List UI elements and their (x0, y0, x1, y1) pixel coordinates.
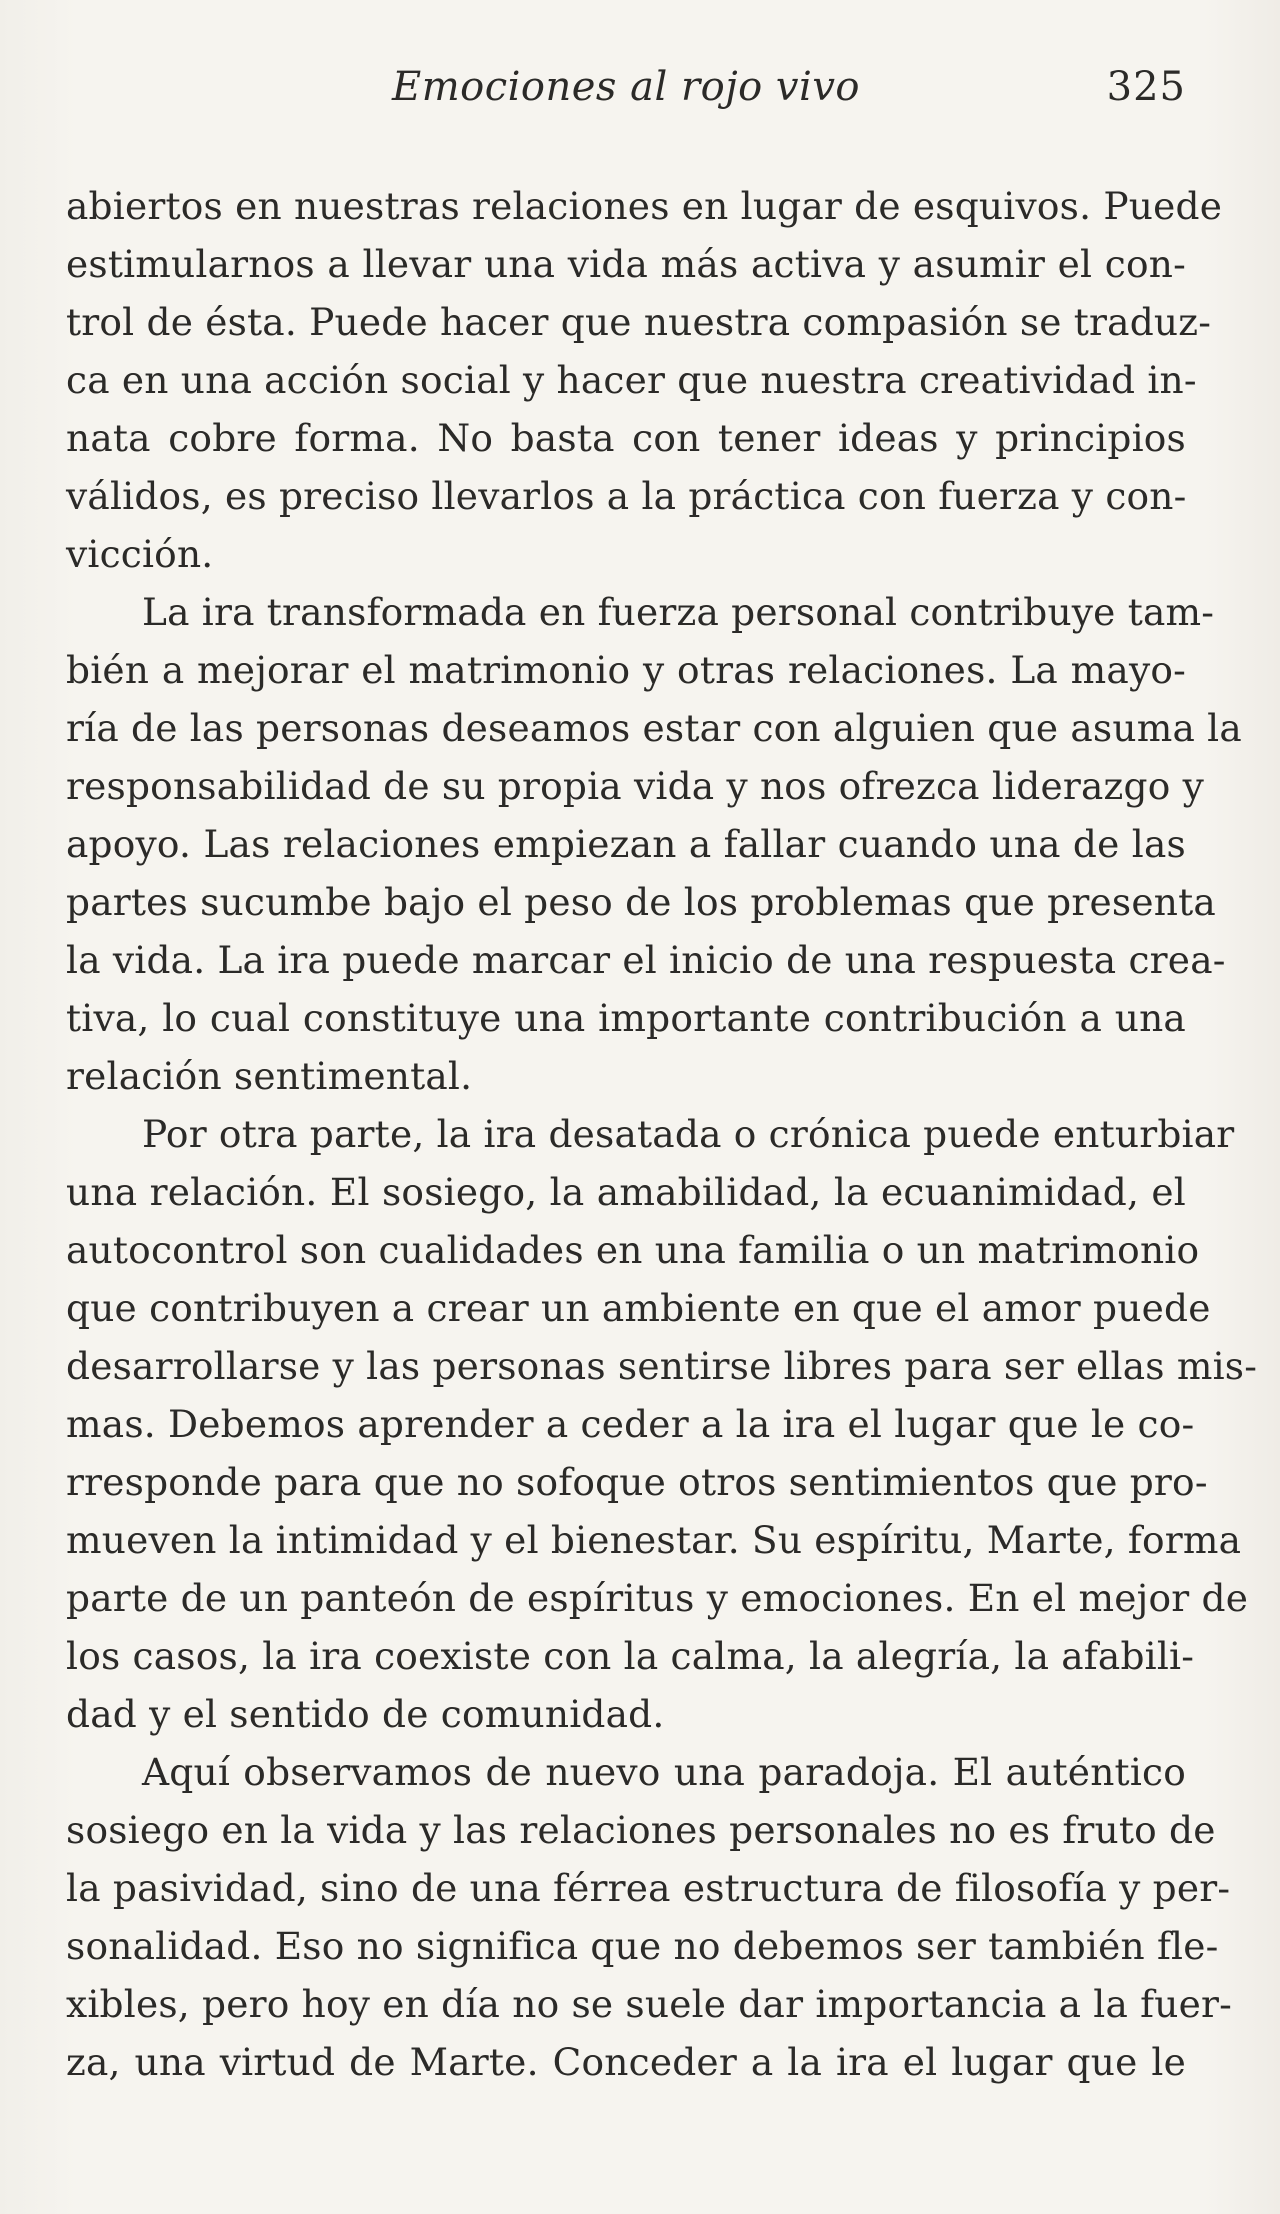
text-line: mas. Debemos aprender a ceder a la ira el lugar que le co- (66, 1402, 1195, 1446)
text-line: sosiego en la vida y las relaciones personales no es fruto de (66, 1808, 1216, 1852)
body-text (66, 177, 1258, 2091)
text-line: los casos, la ira coexiste con la calma, la alegría, la afabili- (66, 1634, 1195, 1678)
text-line: una relación. El sosiego, la amabilidad, la ecuanimidad, el (66, 1170, 1186, 1214)
text-line: tiva, lo cual constituye una importante contribución a una (66, 996, 1186, 1040)
text-line: nata cobre forma. No basta con tener ideas y principios (66, 416, 1186, 460)
text-line: que contribuyen a crear un ambiente en que el amor puede (66, 1286, 1211, 1330)
text-line: Aquí observamos de nuevo una paradoja. El auténtico (142, 1750, 1186, 1794)
paragraph (66, 583, 1242, 1105)
text-line: partes sucumbe bajo el peso de los problemas que presenta (66, 880, 1216, 924)
text-line: responsabilidad de su propia vida y nos ofrezca liderazgo y (66, 764, 1204, 808)
text-line: abiertos en nuestras relaciones en lugar de esquivos. Puede (66, 184, 1223, 228)
text-line: desarrollarse y las personas sentirse libres para ser ellas mis- (66, 1344, 1258, 1388)
running-header (66, 62, 1186, 112)
text-line: la pasividad, sino de una férrea estructura de filosofía y per- (66, 1866, 1231, 1910)
text-line: vicción. (66, 532, 214, 576)
text-line: parte de un panteón de espíritus y emociones. En el mejor de (66, 1576, 1249, 1620)
paragraph (66, 1105, 1258, 1743)
text-line: relación sentimental. (66, 1054, 473, 1098)
text-line: ca en una acción social y hacer que nuestra creatividad in- (66, 358, 1197, 402)
text-line: La ira transformada en fuerza personal contribuye tam- (142, 590, 1215, 634)
text-line: ría de las personas deseamos estar con alguien que asuma la (66, 706, 1242, 750)
text-line: xibles, pero hoy en día no se suele dar importancia a la fuer- (66, 1982, 1233, 2026)
text-line: estimularnos a llevar una vida más activa y asumir el con- (66, 242, 1186, 286)
text-line: apoyo. Las relaciones empiezan a fallar cuando una de las (66, 822, 1186, 866)
text-line: mueven la intimidad y el bienestar. Su espíritu, Marte, forma (66, 1518, 1242, 1562)
text-line: la vida. La ira puede marcar el inicio de una respuesta crea- (66, 938, 1226, 982)
page-number: 325 (1106, 64, 1186, 110)
text-line: sonalidad. Eso no significa que no debemos ser también fle- (66, 1924, 1219, 1968)
text-line: za, una virtud de Marte. Conceder a la ira el lugar que le (66, 2040, 1186, 2084)
text-line: rresponde para que no sofoque otros sentimientos que pro- (66, 1460, 1208, 1504)
text-line: autocontrol son cualidades en una familia o un matrimonio (66, 1228, 1200, 1272)
text-line: trol de ésta. Puede hacer que nuestra compasión se traduz- (66, 300, 1212, 344)
paragraph (66, 177, 1223, 583)
text-line: bién a mejorar el matrimonio y otras relaciones. La mayo- (66, 648, 1186, 692)
text-line: válidos, es preciso llevarlos a la práctica con fuerza y con- (66, 474, 1187, 518)
running-title: Emociones al rojo vivo (392, 64, 860, 110)
paragraph (66, 1743, 1233, 2091)
text-line: Por otra parte, la ira desatada o crónica puede enturbiar (142, 1112, 1235, 1156)
text-line: dad y el sentido de comunidad. (66, 1692, 665, 1736)
